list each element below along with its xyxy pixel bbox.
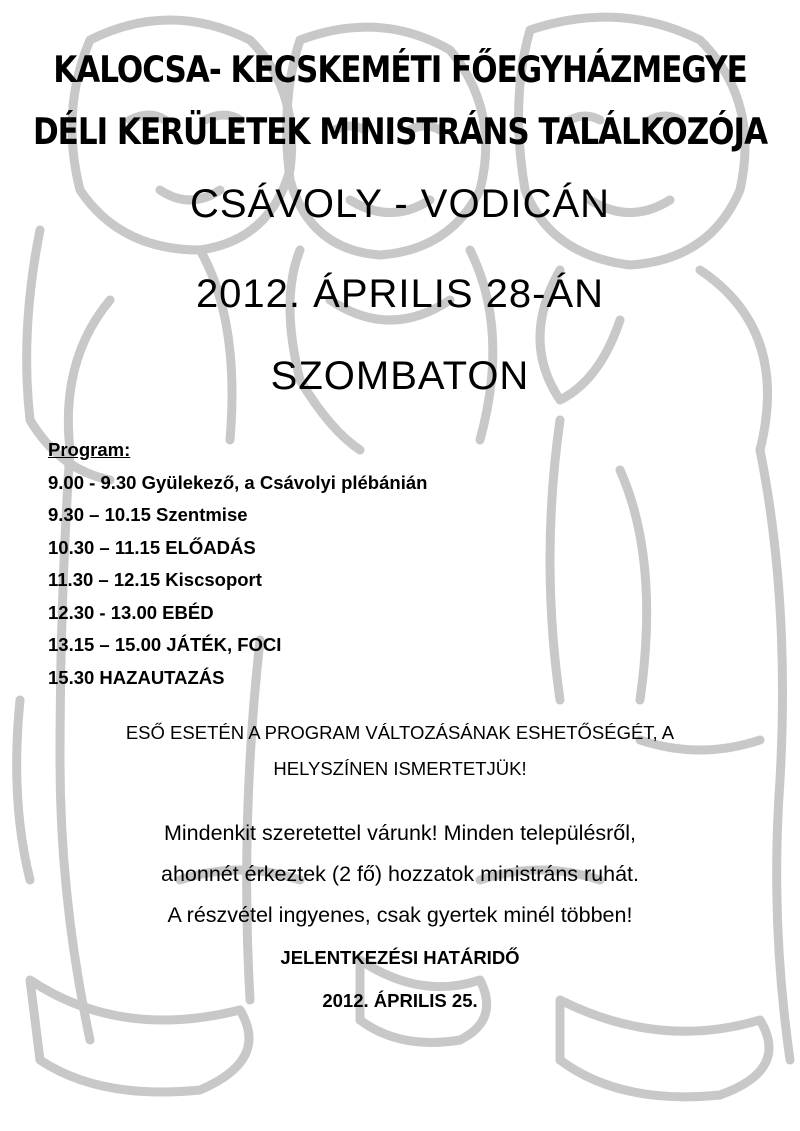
program-item: 11.30 – 12.15 Kiscsoport — [48, 569, 262, 590]
program-item: 9.30 – 10.15 Szentmise — [48, 504, 248, 525]
registration-deadline — [40, 936, 760, 1022]
welcome-line2: ahonnét érkeztek (2 fő) hozzatok ministráns ruhát. — [160, 862, 640, 886]
poster-title-line2: DÉLI KERÜLETEK MINISTRÁNS TALÁLKOZÓJA — [32, 110, 768, 154]
program-item: 10.30 – 11.15 ELŐADÁS — [48, 536, 256, 558]
event-day: SZOMBATON — [270, 354, 530, 398]
welcome-line1: Mindenkit szeretettel várunk! Minden településről, — [163, 821, 637, 845]
program-item: 12.30 - 13.00 EBÉD — [48, 601, 214, 623]
event-date: 2012. ÁPRILIS 28-ÁN — [195, 272, 605, 316]
program-item: 9.00 - 9.30 Gyülekező, a Csávolyi plébánián — [48, 471, 428, 493]
program-item: 13.15 – 15.00 JÁTÉK, FOCI — [48, 634, 282, 655]
welcome-message — [40, 813, 760, 936]
deadline-label: JELENTKEZÉSI HATÁRIDŐ — [280, 947, 520, 968]
poster-title-line1: KALOCSA- KECSKEMÉTI FŐEGYHÁZMEGYE — [53, 48, 747, 92]
program-heading: Program: — [48, 439, 131, 460]
program-list — [48, 434, 427, 694]
welcome-line3: A részvétel ingyenes, csak gyertek minél többen! — [167, 903, 633, 927]
deadline-date: 2012. ÁPRILIS 25. — [322, 990, 478, 1011]
rain-notice — [40, 715, 760, 787]
program-item: 15.30 HAZAUTAZÁS — [48, 666, 225, 688]
rain-notice-line2: HELYSZÍNEN ISMERTETJÜK! — [273, 758, 527, 779]
event-location: CSÁVOLY - VODICÁN — [189, 182, 611, 226]
rain-notice-line1: ESŐ ESETÉN A PROGRAM VÁLTOZÁSÁNAK ESHETŐSÉGÉT, A — [125, 722, 675, 743]
